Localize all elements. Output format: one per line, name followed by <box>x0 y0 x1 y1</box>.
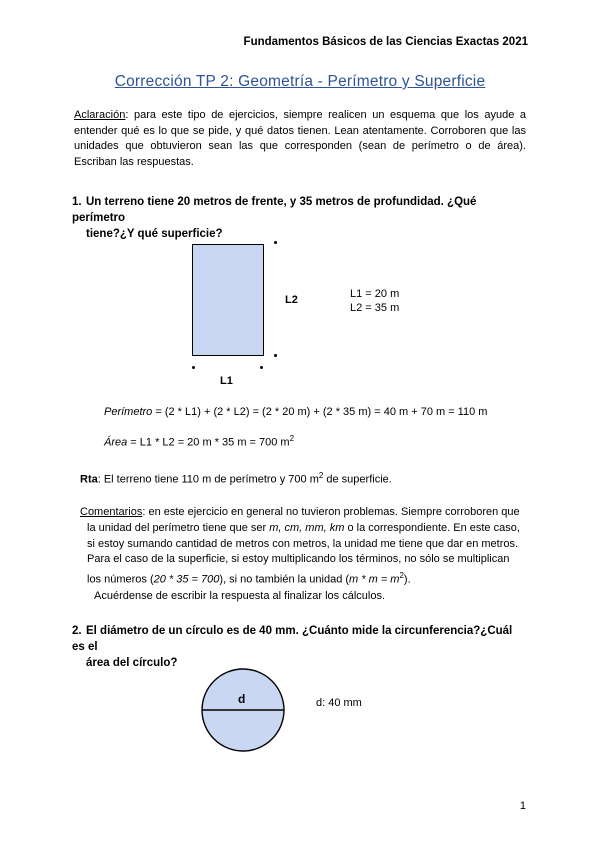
page-number: 1 <box>519 800 526 812</box>
aclaracion-label: Aclaración <box>74 109 126 121</box>
data-values <box>350 287 399 315</box>
comments-paragraph <box>80 505 526 604</box>
answer-1 <box>80 471 392 486</box>
comments-line2a: la unidad del perímetro tiene que ser <box>87 521 270 534</box>
page-title: Corrección TP 2: Geometría - Perímetro y Superficie <box>114 73 486 90</box>
comments-line1: : en este ejercicio en general no tuvieron problemas. Siempre corroboren que <box>142 506 520 518</box>
comments-line2b: m, cm, mm, km <box>269 521 345 534</box>
marker-dot <box>192 366 195 369</box>
question-1-title-line2: tiene?¿Y qué superficie? <box>86 228 223 240</box>
comments-line6: Acuérdense de escribir la respuesta al finalizar los cálculos. <box>94 589 386 602</box>
marker-dot <box>274 354 277 357</box>
question-2-number: 2. <box>72 625 82 637</box>
answer-tail: de superficie. <box>323 473 392 486</box>
area-exponent: 2 <box>289 434 295 443</box>
marker-dot <box>274 241 277 244</box>
terrain-rectangle <box>192 244 264 356</box>
data-l2: L2 = 35 m <box>350 302 400 314</box>
comments-line2c: o la correspondiente. En este caso, <box>344 521 520 534</box>
comments-line4: Para el caso de la superficie, si estoy multiplicando los términos, no sólo se multiplican <box>87 553 510 566</box>
perimeter-formula <box>104 406 487 418</box>
question-2-title-line2: área del círculo? <box>86 657 178 669</box>
question-2-title <box>72 623 528 671</box>
answer-text: : El terreno tiene 110 m de perímetro y 700 m <box>97 473 319 486</box>
comments-line5a: los números ( <box>87 573 154 586</box>
comments-line3: si estoy sumando cantidad de metros con metros, la unidad me tiene que dar en metros. <box>87 537 519 550</box>
question-1-number: 1. <box>72 196 82 208</box>
side-l1-label: L1 <box>220 375 233 387</box>
perimeter-label: Perímetro <box>104 406 153 418</box>
question-1-title-line1: Un terreno tiene 20 metros de frente, y 35 metros de profundidad. ¿Qué perímetro <box>72 196 477 224</box>
marker-dot <box>260 366 263 369</box>
question-2-title-line1: El diámetro de un círculo es de 40 mm. ¿Cuánto mide la circunferencia?¿Cuál es el <box>72 625 513 653</box>
header-course: Fundamentos Básicos de las Ciencias Exactas 2021 <box>243 36 528 48</box>
aclaracion-text: : para este tipo de ejercicios, siempre realicen un esquema que los ayude a entender qué es lo que se pide, y qué datos tienen. Lean atentamente. Corroboren que las unidades que obtuvieron sean las que corresponden (sean de perímetro o de área). Escriban las respuestas. <box>74 109 526 168</box>
perimeter-expression: = (2 * L1) + (2 * L2) = (2 * 20 m) + (2 * 35 m) = 40 m + 70 m = 110 m <box>152 406 488 418</box>
area-label: Área <box>104 436 128 449</box>
comments-line5d: m * m = m <box>349 573 400 586</box>
area-expression: = L1 * L2 = 20 m * 35 m = 700 m <box>127 436 290 449</box>
comments-line5c: ), si no también la unidad ( <box>219 573 350 586</box>
comments-line5b: 20 * 35 = 700 <box>153 573 220 586</box>
diameter-label: d <box>238 692 246 706</box>
aclaracion-paragraph <box>74 108 526 170</box>
comments-label: Comentarios <box>80 506 143 518</box>
area-formula <box>104 434 294 449</box>
question-1-title <box>72 194 528 242</box>
comments-line5-exponent: 2 <box>399 571 404 581</box>
answer-exponent: 2 <box>318 471 324 480</box>
answer-label: Rta <box>80 473 98 486</box>
data-l1: L1 = 20 m <box>350 288 400 300</box>
comments-line5e: ). <box>403 573 411 586</box>
diameter-value: d: 40 mm <box>316 697 362 709</box>
side-l2-label: L2 <box>285 294 298 306</box>
circle-diagram <box>198 665 288 755</box>
